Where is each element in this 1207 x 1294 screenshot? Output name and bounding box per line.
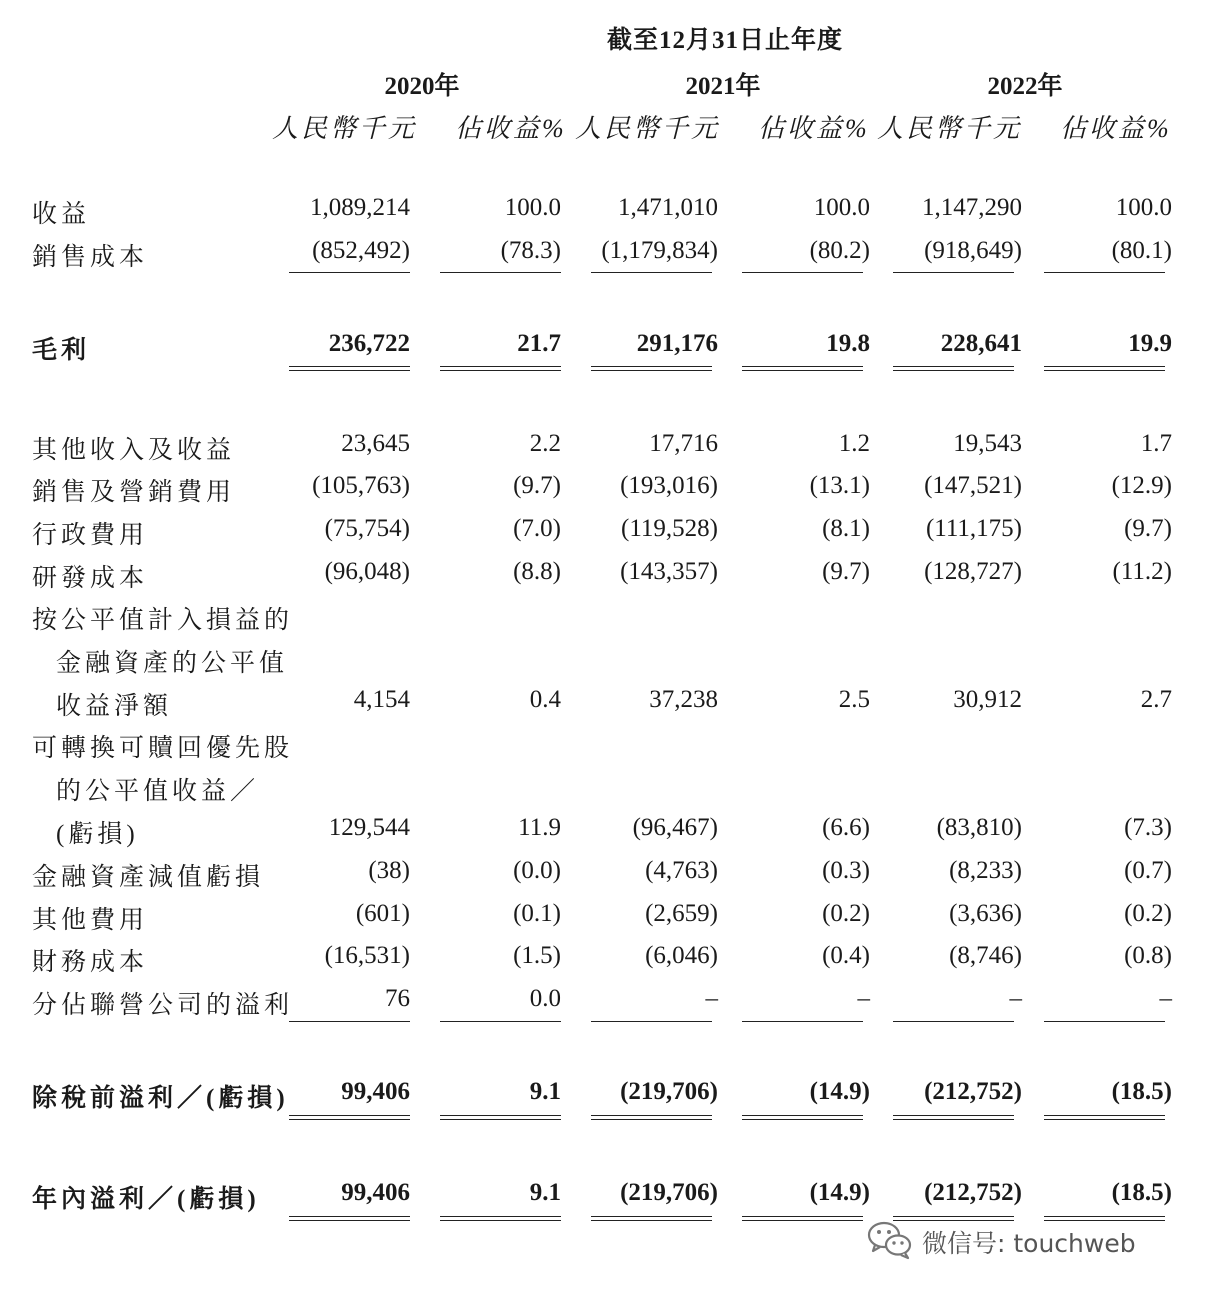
row-label: 收益 <box>32 201 91 228</box>
cell-value: (78.3) <box>500 237 561 264</box>
cell-value: 19.8 <box>826 330 870 357</box>
cell-value: (6,046) <box>645 942 718 969</box>
cell-value: 100.0 <box>1115 194 1172 221</box>
cell-value: 1,089,214 <box>310 194 410 221</box>
cell-value: (0.0) <box>513 857 561 884</box>
cell-value: 2.7 <box>1140 686 1172 713</box>
cell-value: 100.0 <box>813 194 870 221</box>
cell-value: (8,746) <box>949 942 1022 969</box>
cell-value: (2,659) <box>645 900 718 927</box>
cell-value: (918,649) <box>924 237 1022 264</box>
cell-value: – <box>857 985 870 1012</box>
double-underline <box>1044 366 1165 371</box>
row-label: 研發成本 <box>32 565 149 592</box>
cell-value: – <box>1009 985 1022 1012</box>
cell-value: (13.1) <box>809 472 870 499</box>
cell-value: (8,233) <box>949 857 1022 884</box>
cell-value: (193,016) <box>620 472 718 499</box>
unit-heading: 佔收益% <box>1060 114 1172 143</box>
double-underline <box>591 366 712 371</box>
underline <box>1044 272 1165 273</box>
cell-value: (219,706) <box>620 1179 718 1206</box>
cell-value: (147,521) <box>924 472 1022 499</box>
cell-value: 9.1 <box>529 1078 561 1105</box>
year-2021-heading: 2021年 <box>685 73 761 100</box>
double-underline <box>742 1216 863 1221</box>
unit-heading: 人民幣千元 <box>877 114 1023 143</box>
double-underline <box>742 1115 863 1120</box>
cell-value: (9.7) <box>822 558 870 585</box>
watermark-text: 微信号: touchweb <box>922 1229 1136 1258</box>
cell-value: – <box>1159 985 1172 1012</box>
cell-value: (212,752) <box>924 1078 1022 1105</box>
cell-value: 1.7 <box>1140 430 1172 457</box>
double-underline <box>591 1115 712 1120</box>
underline <box>893 1021 1014 1022</box>
cell-value: (9.7) <box>1124 515 1172 542</box>
underline <box>440 272 561 273</box>
cell-value: (143,357) <box>620 558 718 585</box>
double-underline <box>440 366 561 371</box>
cell-value: 236,722 <box>328 330 410 357</box>
cell-value: (96,467) <box>632 814 718 841</box>
cell-value: (105,763) <box>312 472 410 499</box>
cell-value: (119,528) <box>621 515 718 542</box>
cell-value: (7.0) <box>513 515 561 542</box>
row-label: 行政費用 <box>32 522 149 549</box>
cell-value: 4,154 <box>353 686 410 713</box>
cell-value: 99,406 <box>341 1078 410 1105</box>
cell-value: (9.7) <box>513 472 561 499</box>
row-label: 分佔聯營公司的溢利 <box>32 992 294 1019</box>
row-label: 可轉換可贖回優先股 <box>32 735 294 762</box>
cell-value: (0.2) <box>822 900 870 927</box>
underline <box>742 1021 863 1022</box>
cell-value: (75,754) <box>324 515 410 542</box>
row-label: 收益淨額 <box>56 693 173 720</box>
cell-value: (212,752) <box>924 1179 1022 1206</box>
cell-value: (8.1) <box>822 515 870 542</box>
cell-value: 2.5 <box>838 686 870 713</box>
double-underline <box>1044 1216 1165 1221</box>
double-underline <box>440 1115 561 1120</box>
year-2022-heading: 2022年 <box>987 73 1063 100</box>
row-label: 年內溢利／(虧損) <box>32 1186 260 1213</box>
underline <box>893 272 1014 273</box>
row-label: 銷售成本 <box>32 244 149 271</box>
row-label: 金融資產減值虧損 <box>32 864 265 891</box>
cell-value: (12.9) <box>1111 472 1172 499</box>
row-label: (虧損) <box>56 821 139 848</box>
cell-value: (16,531) <box>324 942 410 969</box>
cell-value: (83,810) <box>936 814 1022 841</box>
row-label: 其他收入及收益 <box>32 437 236 464</box>
cell-value: 11.9 <box>518 814 561 841</box>
row-label: 財務成本 <box>32 949 149 976</box>
cell-value: (11.2) <box>1112 558 1172 585</box>
period-heading: 截至12月31日止年度 <box>606 27 843 54</box>
cell-value: (38) <box>368 857 410 884</box>
double-underline <box>289 1216 410 1221</box>
row-label: 金融資產的公平值 <box>56 650 289 677</box>
row-label: 的公平值收益／ <box>56 778 260 805</box>
cell-value: (0.8) <box>1124 942 1172 969</box>
cell-value: 17,716 <box>649 430 718 457</box>
underline <box>591 272 712 273</box>
cell-value: 76 <box>385 985 410 1012</box>
year-2020-heading: 2020年 <box>384 73 460 100</box>
cell-value: 30,912 <box>953 686 1022 713</box>
cell-value: 129,544 <box>328 814 410 841</box>
cell-value: 228,641 <box>940 330 1022 357</box>
cell-value: (0.4) <box>822 942 870 969</box>
cell-value: (7.3) <box>1124 814 1172 841</box>
cell-value: 99,406 <box>341 1179 410 1206</box>
cell-value: 37,238 <box>649 686 718 713</box>
cell-value: (852,492) <box>312 237 410 264</box>
cell-value: (80.1) <box>1111 237 1172 264</box>
underline <box>742 272 863 273</box>
cell-value: (14.9) <box>809 1179 870 1206</box>
cell-value: (4,763) <box>645 857 718 884</box>
cell-value: (3,636) <box>949 900 1022 927</box>
row-label: 按公平值計入損益的 <box>32 607 294 634</box>
double-underline <box>289 1115 410 1120</box>
cell-value: (0.1) <box>513 900 561 927</box>
underline <box>440 1021 561 1022</box>
double-underline <box>440 1216 561 1221</box>
cell-value: (219,706) <box>620 1078 718 1105</box>
row-label: 除稅前溢利／(虧損) <box>32 1085 289 1112</box>
row-label: 其他費用 <box>32 907 149 934</box>
cell-value: 1,471,010 <box>618 194 718 221</box>
underline <box>289 272 410 273</box>
row-label: 毛利 <box>32 337 91 364</box>
cell-value: (128,727) <box>924 558 1022 585</box>
unit-heading: 人民幣千元 <box>272 114 418 143</box>
double-underline <box>1044 1115 1165 1120</box>
underline <box>591 1021 712 1022</box>
cell-value: (0.2) <box>1124 900 1172 927</box>
cell-value: (1.5) <box>513 942 561 969</box>
cell-value: 19,543 <box>953 430 1022 457</box>
unit-heading: 人民幣千元 <box>575 114 721 143</box>
cell-value: (0.7) <box>1124 857 1172 884</box>
cell-value: 1.2 <box>838 430 870 457</box>
double-underline <box>893 366 1014 371</box>
wechat-icon <box>866 1218 914 1260</box>
underline <box>289 1021 410 1022</box>
cell-value: (18.5) <box>1111 1179 1172 1206</box>
cell-value: (8.8) <box>513 558 561 585</box>
double-underline <box>893 1115 1014 1120</box>
cell-value: 0.4 <box>529 686 561 713</box>
cell-value: (111,175) <box>925 515 1022 542</box>
cell-value: 291,176 <box>636 330 718 357</box>
cell-value: (1,179,834) <box>601 237 718 264</box>
cell-value: 0.0 <box>529 985 561 1012</box>
double-underline <box>742 366 863 371</box>
double-underline <box>289 366 410 371</box>
underline <box>1044 1021 1165 1022</box>
row-label: 銷售及營銷費用 <box>32 479 236 506</box>
cell-value: (0.3) <box>822 857 870 884</box>
cell-value: (96,048) <box>324 558 410 585</box>
cell-value: 21.7 <box>517 330 561 357</box>
unit-heading: 佔收益% <box>455 114 567 143</box>
cell-value: 100.0 <box>504 194 561 221</box>
cell-value: 1,147,290 <box>922 194 1022 221</box>
cell-value: (14.9) <box>809 1078 870 1105</box>
cell-value: 9.1 <box>529 1179 561 1206</box>
cell-value: 2.2 <box>529 430 561 457</box>
cell-value: (80.2) <box>809 237 870 264</box>
cell-value: (18.5) <box>1111 1078 1172 1105</box>
cell-value: (601) <box>355 900 410 927</box>
cell-value: 23,645 <box>341 430 410 457</box>
double-underline <box>591 1216 712 1221</box>
unit-heading: 佔收益% <box>758 114 870 143</box>
cell-value: 19.9 <box>1128 330 1172 357</box>
cell-value: (6.6) <box>822 814 870 841</box>
cell-value: – <box>705 985 718 1012</box>
